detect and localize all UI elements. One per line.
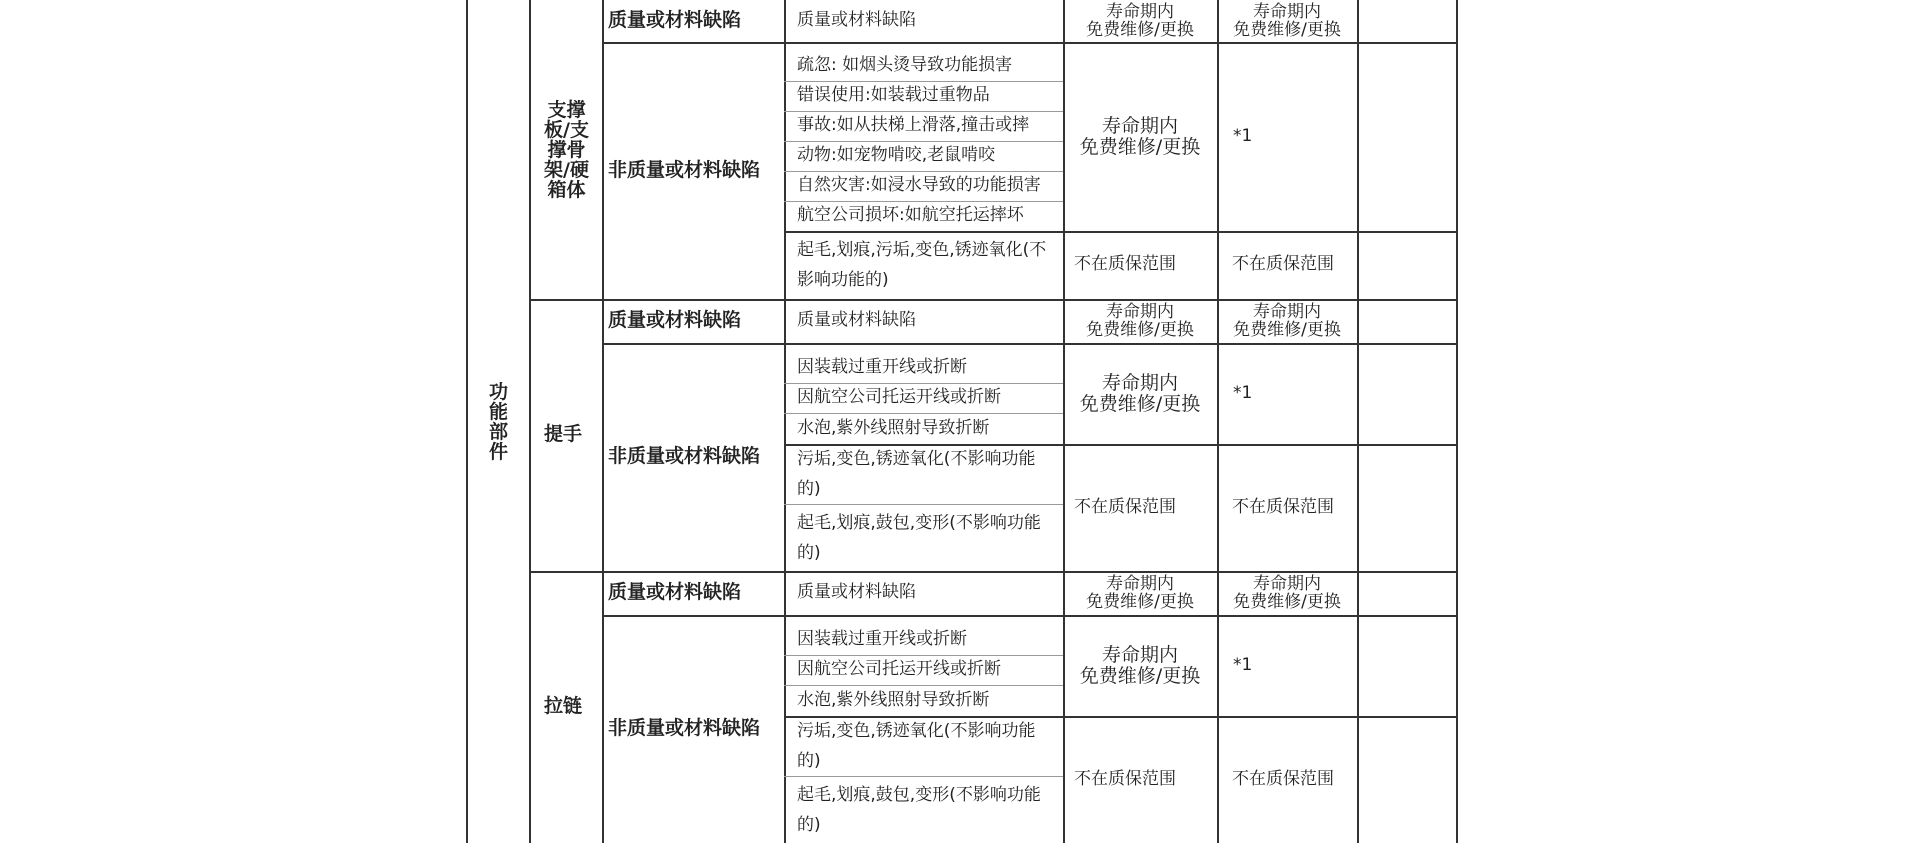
warranty-col1: 不在质保范围	[1074, 768, 1176, 789]
defect-detail: 动物:如宠物啃咬,老鼠啃咬	[797, 145, 996, 166]
defect-detail: 起毛,划痕,鼓包,变形(不影响功能的)	[797, 512, 1041, 563]
defect-detail: 航空公司损坏:如航空托运摔坏	[797, 205, 1024, 226]
warranty-col1: 寿命期内 免费维修/更换	[1086, 2, 1194, 40]
warranty-col1: 不在质保范围	[1074, 254, 1176, 275]
component-handle: 提手	[544, 423, 583, 446]
warranty-col2: 不在质保范围	[1232, 496, 1334, 517]
warranty-col1: 寿命期内 免费维修/更换	[1079, 643, 1201, 687]
defect-detail: 错误使用:如装载过重物品	[797, 85, 990, 106]
warranty-col2: 寿命期内 免费维修/更换	[1233, 574, 1341, 612]
defect-detail: 污垢,变色,锈迹氧化(不影响功能的)	[797, 449, 1036, 499]
defect-type-nonquality: 非质量或材料缺陷	[608, 158, 761, 181]
defect-type-quality: 质量或材料缺陷	[608, 9, 742, 32]
defect-detail: 因航空公司托运开线或折断	[797, 387, 1001, 408]
defect-type-quality: 质量或材料缺陷	[608, 309, 742, 332]
warranty-col1: 寿命期内 免费维修/更换	[1086, 302, 1194, 340]
defect-detail: 起毛,划痕,鼓包,变形(不影响功能的)	[797, 784, 1041, 835]
defect-type-nonquality: 非质量或材料缺陷	[608, 717, 761, 740]
defect-detail: 因装载过重开线或折断	[797, 357, 967, 378]
warranty-col2: 寿命期内 免费维修/更换	[1233, 302, 1341, 340]
defect-detail: 事故:如从扶梯上滑落,撞击或摔	[797, 115, 1030, 136]
defect-detail: 质量或材料缺陷	[797, 10, 916, 31]
component-support-frame: 支撑 板/支 撑骨 架/硬 箱体	[544, 98, 589, 201]
warranty-col1: 寿命期内 免费维修/更换	[1079, 371, 1201, 415]
defect-detail: 质量或材料缺陷	[797, 310, 916, 331]
divider-component	[602, 0, 604, 843]
warranty-col2-note: *1	[1233, 654, 1253, 675]
warranty-col1: 寿命期内 免费维修/更换	[1079, 114, 1201, 158]
warranty-col2-note: *1	[1233, 125, 1253, 146]
defect-detail: 质量或材料缺陷	[797, 582, 916, 603]
warranty-col1: 寿命期内 免费维修/更换	[1086, 574, 1194, 612]
warranty-col1: 不在质保范围	[1074, 496, 1176, 517]
defect-detail: 疏忽: 如烟头烫导致功能损害	[797, 55, 1013, 76]
defect-detail: 水泡,紫外线照射导致折断	[797, 417, 990, 438]
defect-detail: 水泡,紫外线照射导致折断	[797, 689, 990, 710]
defect-detail: 因装载过重开线或折断	[797, 629, 967, 650]
defect-detail: 因航空公司托运开线或折断	[797, 659, 1001, 680]
defect-detail: 污垢,变色,锈迹氧化(不影响功能的)	[797, 721, 1036, 771]
warranty-col2: 寿命期内 免费维修/更换	[1233, 2, 1341, 40]
defect-type-quality: 质量或材料缺陷	[608, 581, 742, 604]
category-label: 功 能 部 件	[488, 380, 508, 463]
component-zipper: 拉链	[544, 695, 583, 718]
defect-type-nonquality: 非质量或材料缺陷	[608, 445, 761, 468]
defect-detail: 起毛,划痕,污垢,变色,锈迹氧化(不影响功能的)	[797, 240, 1047, 290]
defect-detail: 自然灾害:如浸水导致的功能损害	[797, 175, 1041, 196]
warranty-col2-note: *1	[1233, 382, 1253, 403]
warranty-col2: 不在质保范围	[1232, 768, 1334, 789]
warranty-col2: 不在质保范围	[1232, 254, 1334, 275]
